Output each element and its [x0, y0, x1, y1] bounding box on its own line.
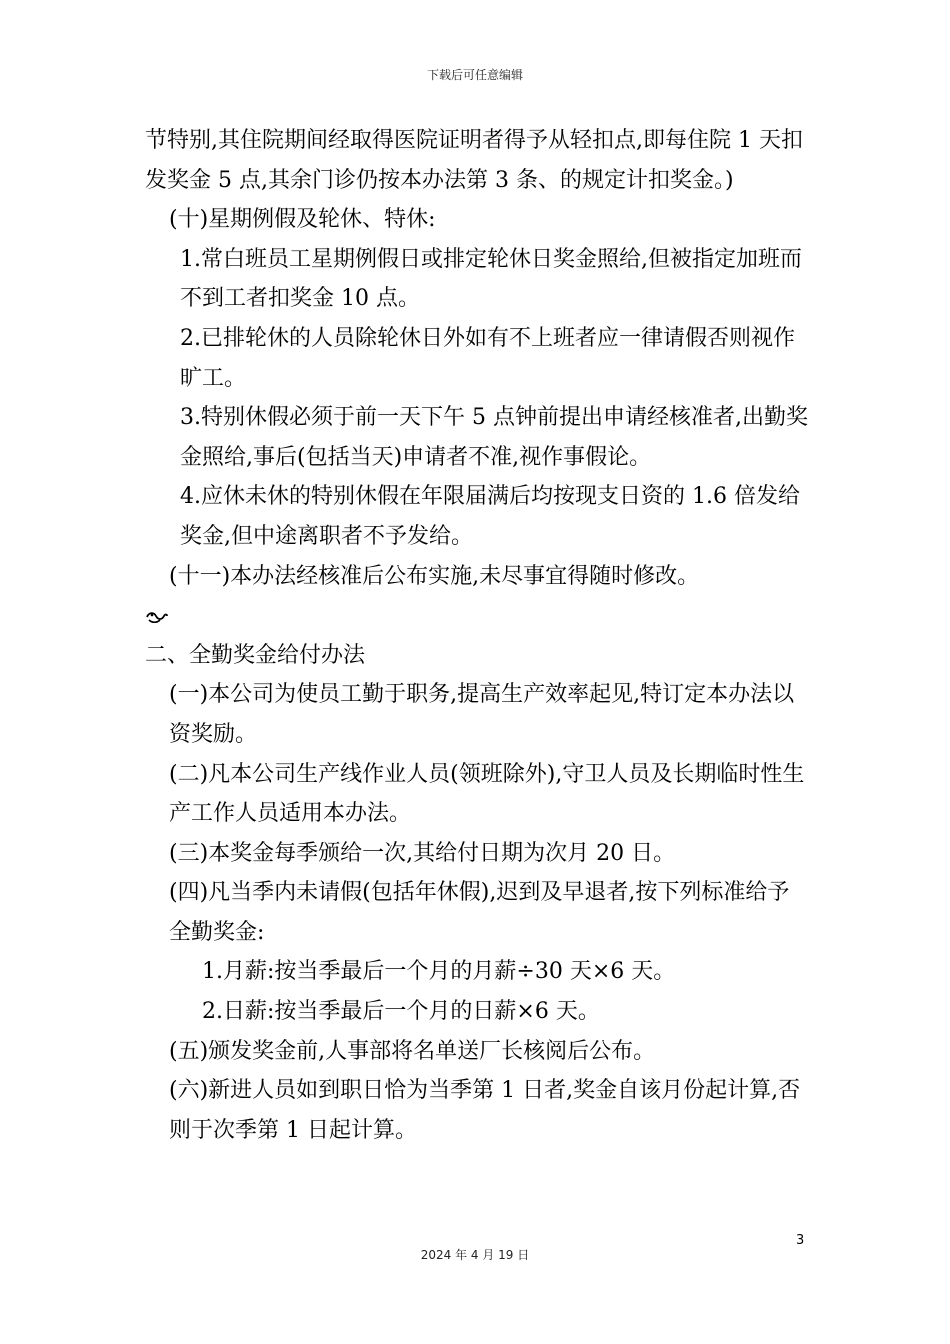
list-item: 2.已排轮休的人员除轮休日外如有不上班者应一律请假否则视作旷工。	[180, 325, 795, 391]
section-title: 二、全勤奖金给付办法	[145, 642, 366, 668]
paragraph: (一)本公司为使员工勤于职务,提高生产效率起见,特订定本办法以资奖励。	[169, 682, 795, 747]
list-item: 3.特别休假必须于前一天下午 5 点钟前提出申请经核准者,出勤奖金照给,事后(包括当天)申请者不准,视作事假论。	[180, 405, 808, 470]
section-heading: (十)星期例假及轮休、特休:	[169, 207, 436, 233]
paragraph: 节特别,其住院期间经取得医院证明者得予从轻扣点,即每住院 1 天扣发奖金 5 点,其余门诊仍按本办法第 3 条、的规定计扣奖金。)	[145, 128, 803, 193]
page-number: 3	[796, 1233, 805, 1248]
page-header: 下载后可任意编辑	[426, 68, 523, 82]
decorative-ornament-icon	[145, 596, 810, 636]
list-item: 1.常白班员工星期例假日或排定轮休日奖金照给,但被指定加班而不到工者扣奖金 10 点。	[180, 246, 802, 312]
paragraph: (二)凡本公司生产线作业人员(领班除外),守卫人员及长期临时性生产工作人员适用本办法。	[169, 761, 805, 827]
paragraph: (五)颁发奖金前,人事部将名单送厂长核阅后公布。	[169, 1038, 656, 1064]
paragraph: (三)本奖金每季颁给一次,其给付日期为次月 20 日。	[169, 840, 676, 866]
list-item: 1.月薪:按当季最后一个月的月薪÷30 天×6 天。	[202, 959, 676, 985]
paragraph: (四)凡当季内未请假(包括年休假),迟到及早退者,按下列标准给予全勤奖金:	[169, 880, 790, 945]
page-footer-date: 2024 年 4 月 19 日	[420, 1248, 530, 1262]
list-item: 4.应休未休的特别休假在年限届满后均按现支日资的 1.6 倍发给奖金,但中途离职者不予发给。	[180, 484, 800, 549]
document-body	[145, 121, 810, 1150]
paragraph: (六)新进人员如到职日恰为当季第 1 日者,奖金自该月份起计算,否则于次季第 1 日起计算。	[169, 1078, 801, 1143]
list-item: 2.日薪:按当季最后一个月的日薪×6 天。	[202, 999, 600, 1025]
paragraph: (十一)本办法经核准后公布实施,未尽事宜得随时修改。	[169, 563, 700, 589]
